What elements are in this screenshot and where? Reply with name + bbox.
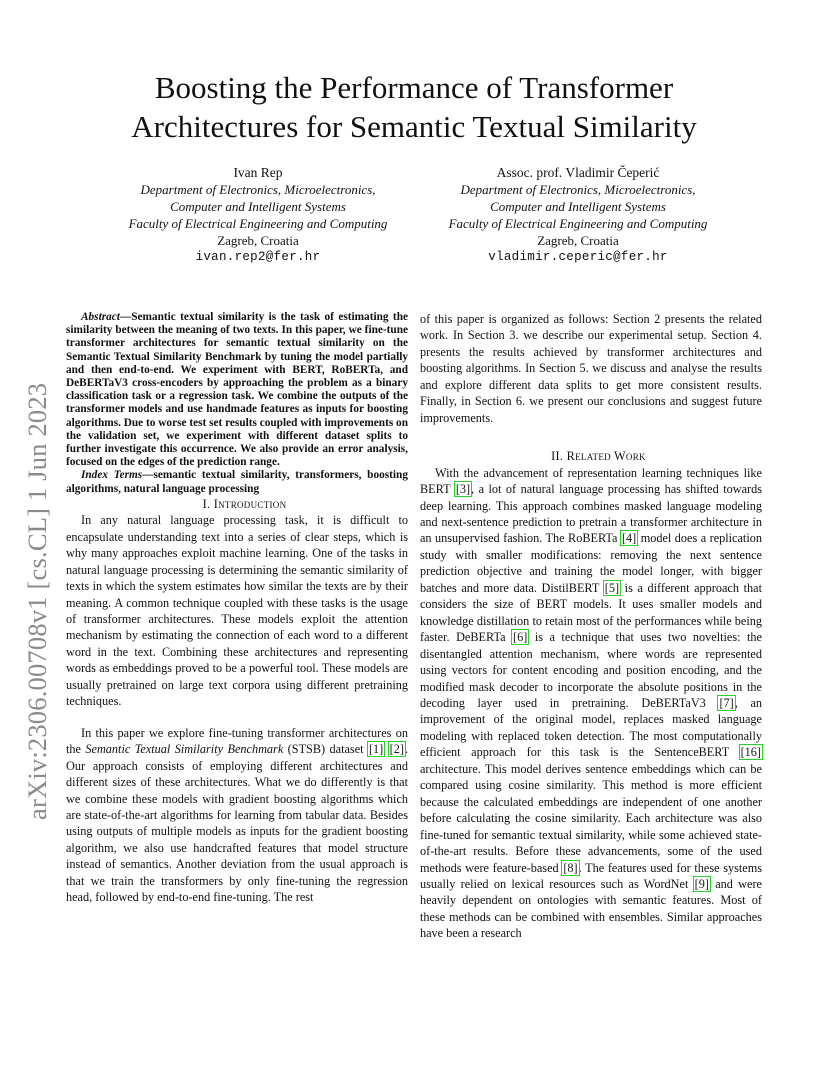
citation-link[interactable]: [1]	[368, 742, 384, 757]
title-line-2: Architectures for Semantic Textual Similarity	[131, 109, 697, 144]
citation-link[interactable]: [9]	[694, 876, 709, 891]
abstract	[66, 311, 408, 469]
author-department-2: Computer and Intelligent Systems	[170, 199, 346, 214]
author-department: Department of Electronics, Microelectronics,	[140, 182, 376, 197]
abstract-lead: Abstract	[81, 311, 120, 323]
citation-link[interactable]: [3]	[455, 482, 471, 497]
author-email[interactable]: ivan.rep2@fer.hr	[195, 250, 321, 264]
section-heading-related-work: II. Related Work	[551, 449, 646, 464]
citation-link[interactable]: [5]	[604, 580, 620, 595]
dataset-name: Semantic Textual Similarity Benchmark	[85, 742, 284, 757]
right-column	[420, 311, 762, 942]
author-city: Zagreb, Croatia	[537, 233, 619, 248]
author-department: Department of Electronics, Microelectronics,	[460, 182, 696, 197]
intro-paragraph-2: In this paper we explore fine-tuning transformer architectures on the Semantic Textual Similarity Benchmark (STSB) dataset [1] [2]. Our approach consists of employing different architectures and different sizes of these architectures. What we do differently is that we combine these models with gradient boosting algorithms which are state-of-the-art algorithms for learning from tabular data. Besides using outputs of multiple models as inputs for the gradient boosting algorithm, we also use handcrafted features that model structure instead of semantics. Another deviation from the usual approach is that we train the transformers by only fine-tuning the regression head, followed by end-to-end fine-tuning. The rest	[66, 725, 409, 905]
citation-link[interactable]: [8]	[563, 860, 578, 875]
arxiv-identifier: arXiv:2306.00708v1 [cs.CL] 1 Jun 2023	[22, 382, 52, 820]
citation-link[interactable]: [2]	[389, 742, 404, 757]
intro-paragraph-1: In any natural language processing task, it is difficult to encapsulate understanding text into a series of clear steps, which is why many approaches exploit machine learning. One of the tasks in natural language processing is determining the semantic similarity of texts in which the system estimates how similar the texts are by their meaning. A common technique coupled with these tasks is the usage of transformer architectures. These models exploit the attention mechanism by estimating the connection of each word to a different word in the text. Combining these architectures and representing words as embeddings proved to be a powerful tool. These models are usually pretrained on large text corpora using different pretraining techniques.	[66, 513, 408, 709]
author-block-1	[100, 164, 416, 266]
author-block-2	[420, 164, 736, 266]
section-heading-introduction: I. Introduction	[202, 496, 287, 511]
author-name: Assoc. prof. Vladimir Čeperić	[496, 165, 660, 180]
index-terms	[66, 469, 408, 495]
author-name: Ivan Rep	[233, 165, 283, 180]
index-terms-text: —semantic textual similarity, transformers, boosting algorithms, natural language processing	[66, 469, 408, 495]
citation-link[interactable]: [6]	[513, 630, 528, 645]
left-column	[66, 311, 408, 906]
citation-link[interactable]: [16]	[740, 745, 761, 760]
author-department-2: Computer and Intelligent Systems	[490, 199, 666, 214]
author-email[interactable]: vladimir.ceperic@fer.hr	[488, 250, 668, 264]
title-line-1: Boosting the Performance of Transformer	[154, 70, 674, 105]
related-work-paragraph: With the advancement of representation learning techniques like BERT [3], a lot of natural language processing has shifted towards deep learning. This approach combines masked language modeling and next-sentence prediction to pretrain a transformer architecture in an unsupervised fashion. The RoBERTa [4] model does a replication study with smaller modifications: removing the next sentence prediction objective and training the model longer, with bigger batches and more data. DistilBERT [5] is a different approach that considers the size of BERT models. It uses smaller models and knowledge distillation to retain most of the performances while being faster. DeBERTa [6] is a technique that uses two novelties: the disentangled attention mechanism, where words are represented using vectors for content encoding and position encoding, and the modified mask decoder to incorporate the absolute positions in the decoding layer used in pretraining. DeBERTaV3 [7], an improvement of the original model, replaces masked language modeling with replaced token detection. The most computationally efficient approach for this task is the SentenceBERT [16] architecture. This model derives sentence embeddings which can be compared using cosine similarity. This method is more efficient because the calculated embeddings are independent of one another before calculating the cosine similarity. Each architecture was also fine-tuned for semantic textual similarity, while some achieved state-of-the-art results. Before these advancements, some of the used methods were feature-based [8]. The features used for these systems usually relied on lexical resources such as WordNet [9] and were heavily dependent on ontologies with semantic features. Most of these methods can be combined with ensembles. Similar approaches have been a research	[420, 465, 763, 941]
author-city: Zagreb, Croatia	[217, 233, 299, 248]
intro-paragraph-3: of this paper is organized as follows: Section 2 presents the related work. In Section 3. we describe our experimental setup. Section 4. presents the results achieved by transformer architectures and boosting algorithms. In Section 5. we discuss and analyse the results and explore different data splits to get more consistent results. Finally, in Section 6. we present our conclusions and suggest future improvements.	[420, 312, 762, 425]
citation-link[interactable]: [7]	[719, 695, 734, 710]
abstract-text: —Semantic textual similarity is the task of estimating the similarity between the meaning of two texts. In this paper, we fine-tune transformer architectures for semantic textual similarity on the Semantic Textual Similarity Benchmark by tuning the model partially and then end-to-end. We experiment with BERT, RoBERTa, and DeBERTaV3 cross-encoders by approaching the problem as a binary classification task or a regression task. We combine the outputs of the transformer models and use handmade features as inputs for boosting algorithms. Due to worse test set results coupled with improvements on the validation set, we experiment with different dataset splits to further investigate this occurrence. We also provide an error analysis, focused on the edges of the prediction range.	[66, 311, 408, 469]
paper-title	[0, 68, 828, 146]
author-faculty: Faculty of Electrical Engineering and Computing	[448, 216, 708, 231]
citation-link[interactable]: [4]	[621, 531, 637, 546]
index-terms-lead: Index Terms	[81, 469, 143, 482]
author-faculty: Faculty of Electrical Engineering and Computing	[128, 216, 388, 231]
